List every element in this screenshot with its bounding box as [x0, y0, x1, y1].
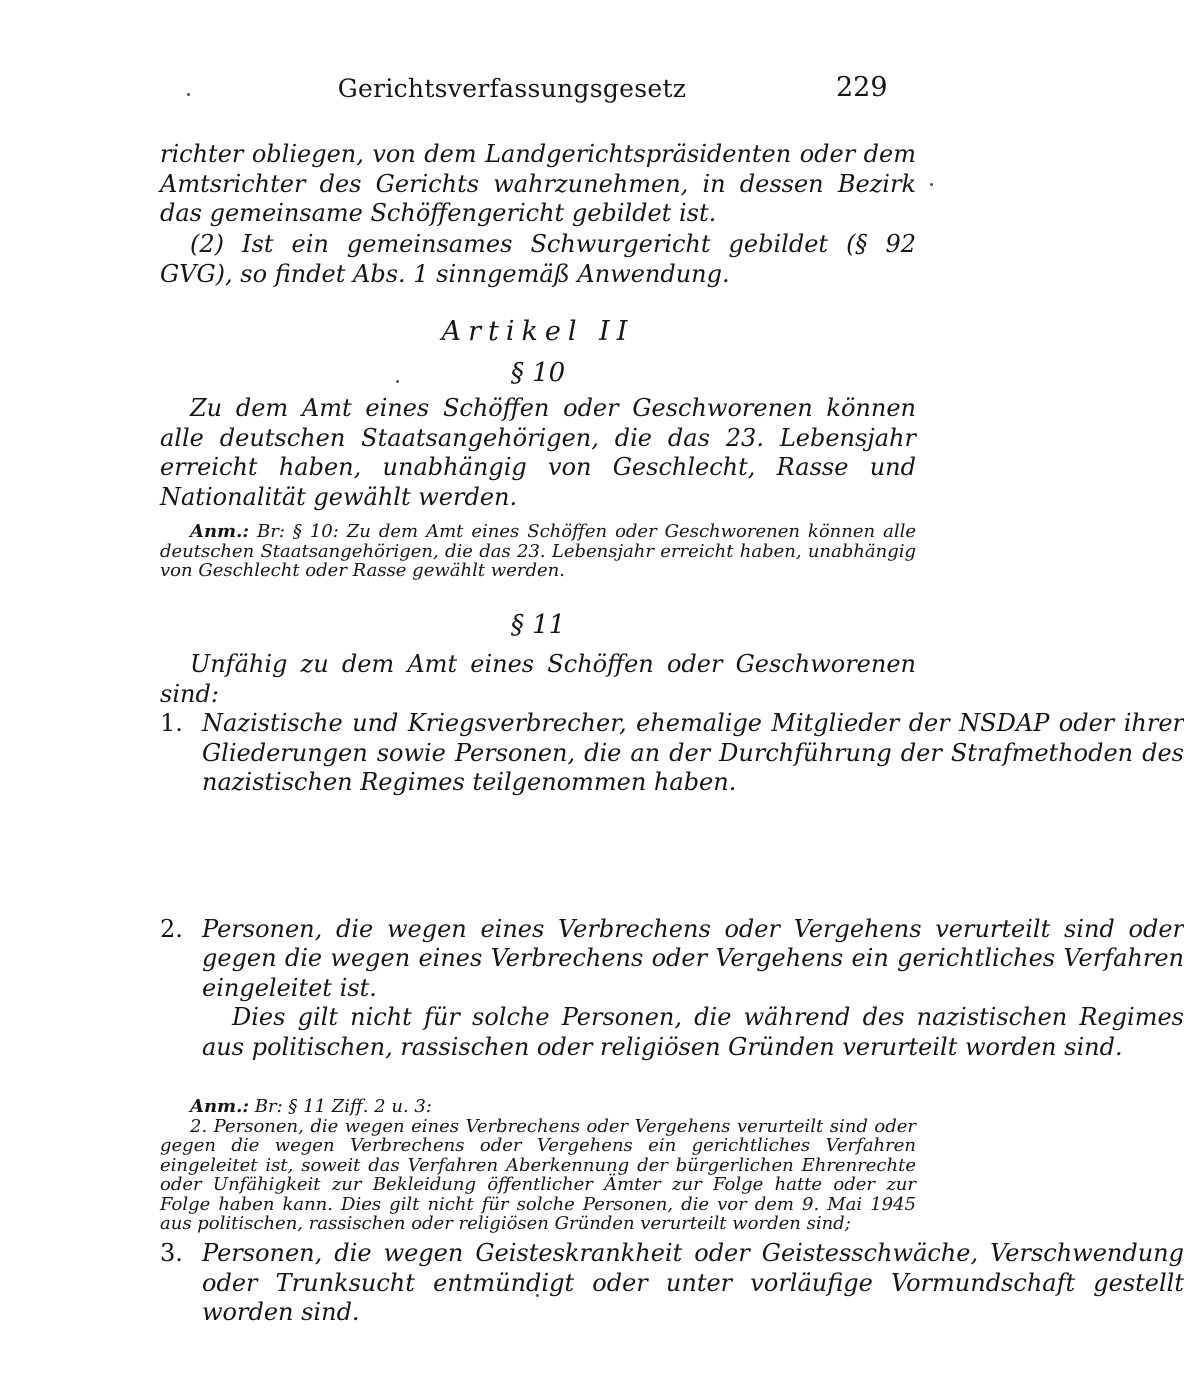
continuation-paragraph: richter obliegen, von dem Landgerichtspräsidenten oder dem Amtsrichter des Gerichts wahrzunehmen, in dessen Bezirk das gemeinsame Schöffengericht gebildet ist. [160, 140, 916, 227]
list-item-text: Personen, die wegen eines Verbrechens oder Vergehens verurteilt sind oder gegen die wegen eines Verbrechens oder Vergehens ein gerichtliches Verfahren eingeleitet ist. [202, 914, 1184, 1002]
note-reference: Br: § 11 Ziff. 2 u. 3: [254, 1096, 432, 1117]
note-label: Anm.: [190, 521, 250, 542]
section-10-note [160, 522, 916, 581]
section-11-heading: § 11 [510, 610, 566, 640]
note-header [160, 1097, 916, 1117]
scan-speck [930, 183, 933, 186]
note-text: 2. Personen, die wegen eines Verbrechens oder Vergehens verurteilt sind oder gegen die wegen Verbrechens oder Vergehens ein gerichtliches Verfahren eingeleitet ist, soweit das Verfahren Aberkennung der bürgerlichen Ehrenrechte oder Unfähigkeit zur Bekleidung öffentlicher Ämter zur Folge hatte oder zur Folge haben kann. Dies gilt nicht für solche Personen, die vor dem 9. Mai 1945 aus politischen, rassischen oder religiösen Gründen verurteilt worden sind; [160, 1115, 916, 1234]
list-item-extra: Dies gilt nicht für solche Personen, die während des nazistischen Regimes aus politischen, rassischen oder religiösen Gründen verurteilt worden sind. [202, 1003, 1184, 1061]
note-label: Anm.: [190, 1096, 250, 1117]
list-item [160, 709, 1184, 798]
running-header-title: Gerichtsverfassungsgesetz [337, 74, 687, 103]
list-item-number: 2. [160, 914, 183, 943]
section-11-intro: Unfähig zu dem Amt eines Schöffen oder Geschworenen sind: [160, 650, 916, 708]
page-number: 229 [836, 72, 888, 103]
list-item-number: 1. [160, 709, 183, 737]
list-item [160, 1239, 1184, 1328]
list-item [160, 915, 1184, 1063]
continuation-paragraph-2: (2) Ist ein gemeinsames Schwurgericht gebildet (§ 92 GVG), so findet Abs. 1 sinngemäß Anwendung. [160, 230, 916, 288]
section-11-note [160, 1097, 916, 1234]
list-item-text: Personen, die wegen Geisteskrankheit oder Geistesschwäche, Verschwendung oder Trunksucht entmündigt oder unter vorläufige Vormundschaft gestellt worden sind. [202, 1239, 1184, 1326]
section-10-heading: § 10 [510, 358, 566, 388]
section-10-text: Zu dem Amt eines Schöffen oder Geschworenen können alle deutschen Staatsangehörigen, die das 23. Lebensjahr erreicht haben, unabhängig von Geschlecht, Rasse und Nationalität gewählt werden. [160, 394, 916, 511]
note-text: Br: § 10: Zu dem Amt eines Schöffen oder Geschworenen können alle deutschen Staatsangehörigen, die das 23. Lebensjahr erreicht haben, unabhängig von Geschlecht oder Rasse gewählt werden. [160, 521, 916, 581]
list-item-text: Nazistische und Kriegsverbrecher, ehemalige Mitglieder der NSDAP oder ihrer Gliederungen sowie Personen, die an der Durchführung der Strafmethoden des nazistischen Regimes teilgenommen haben. [202, 709, 1184, 796]
list-item-number: 3. [160, 1239, 183, 1267]
article-heading: Artikel II [441, 316, 635, 347]
